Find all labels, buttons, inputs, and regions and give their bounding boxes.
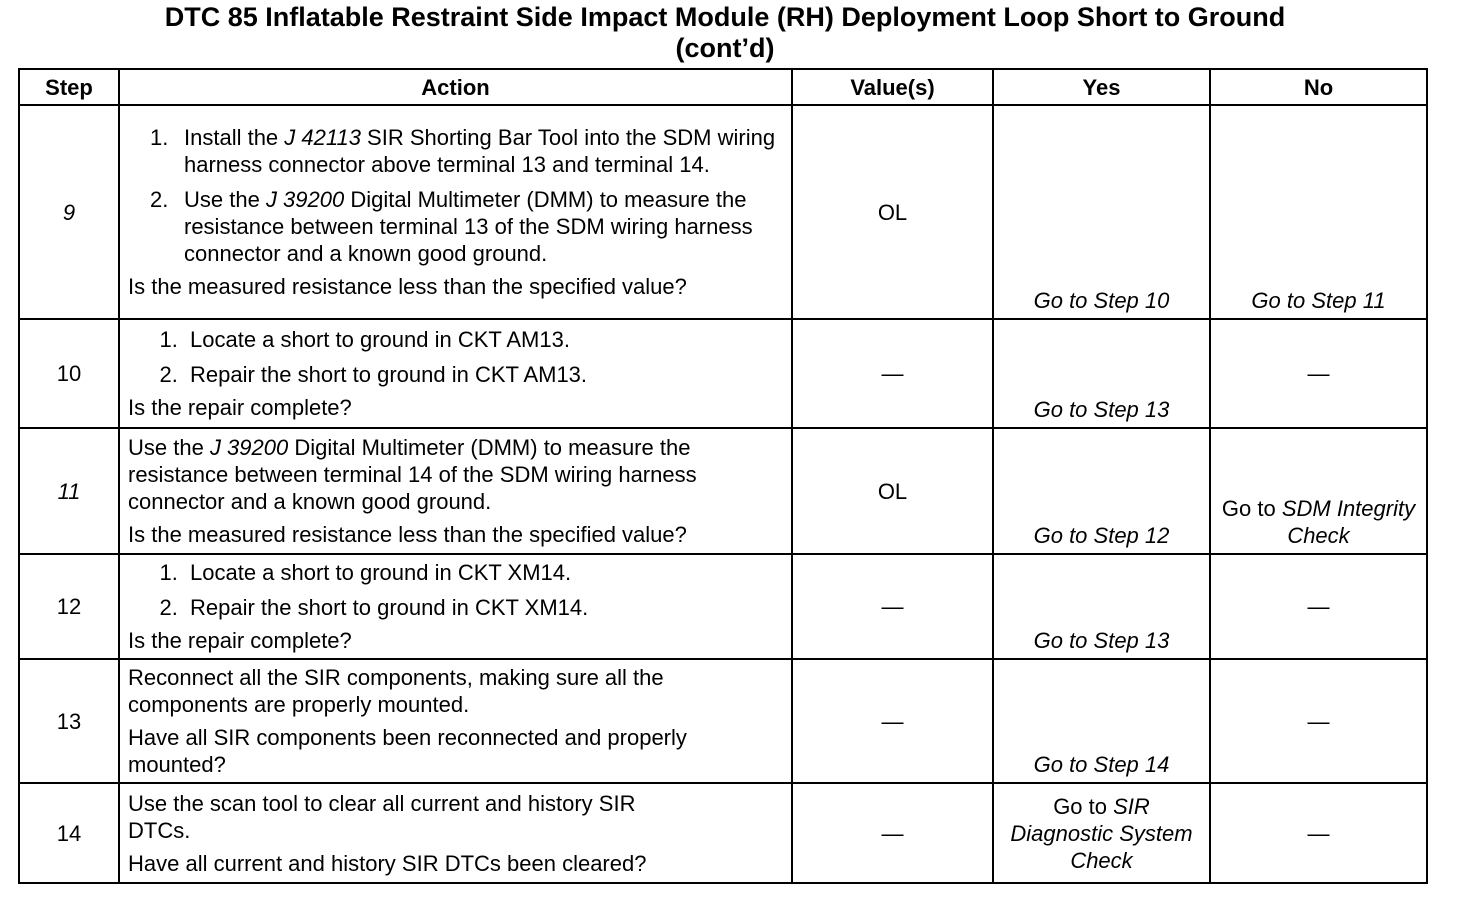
title-line-2: (cont’d) [675, 33, 775, 63]
action-item: 1. Locate a short to ground in CKT XM14. [184, 559, 783, 586]
value-cell: OL [792, 428, 993, 554]
table-row-step-12 [19, 554, 1427, 659]
action-item: 1. Install the J 42113 SIR Shorting Bar Tool into the SDM wiring harness connector above terminal 13 and terminal 14. [150, 125, 776, 177]
no-cell: — [1210, 554, 1427, 659]
action-question: Have all SIR components been reconnected and properly mounted? [128, 725, 687, 777]
table-row-step-14 [19, 783, 1427, 883]
document-title [0, 2, 1450, 64]
action-question: Is the measured resistance less than the specified value? [128, 274, 687, 299]
header-no: No [1210, 69, 1427, 105]
value-cell: — [792, 783, 993, 883]
action-item: 2. Use the J 39200 Digital Multimeter (DMM) to measure the resistance between terminal 13 of the SDM wiring harness connector and a known good ground. [150, 187, 753, 266]
table-row-step-9 [19, 105, 1427, 319]
step-number: 9 [19, 105, 119, 319]
action-question: Have all current and history SIR DTCs been cleared? [128, 850, 647, 876]
no-cell: Go to Step 11 [1210, 105, 1427, 319]
header-action: Action [119, 69, 792, 105]
step-number: 11 [19, 428, 119, 554]
action-text: Use the scan tool to clear all current and history SIR DTCs. [128, 790, 636, 843]
table-row-step-10 [19, 319, 1427, 428]
yes-cell: Go to Step 12 [993, 428, 1210, 554]
step-number: 10 [19, 319, 119, 428]
action-item: 2. Repair the short to ground in CKT AM13. [184, 361, 783, 388]
step-number: 14 [19, 783, 119, 883]
diagnostic-table [18, 68, 1428, 884]
action-cell [119, 554, 792, 659]
yes-cell: Go to Step 10 [993, 105, 1210, 319]
yes-cell: Go to SIR Diagnostic System Check [993, 783, 1210, 883]
no-cell: — [1210, 319, 1427, 428]
action-cell [119, 319, 792, 428]
step-number: 13 [19, 659, 119, 783]
header-yes: Yes [993, 69, 1210, 105]
action-text: Use the J 39200 Digital Multimeter (DMM) to measure the resistance between terminal 14 of the SDM wiring harness connector and a known good ground. [128, 435, 697, 514]
value-cell: — [792, 659, 993, 783]
action-text: Reconnect all the SIR components, making sure all the components are properly mounted. [128, 665, 664, 717]
header-row [19, 69, 1427, 105]
header-step: Step [19, 69, 119, 105]
action-cell [119, 783, 792, 883]
action-list [128, 559, 783, 621]
action-list [128, 326, 783, 388]
value-cell: — [792, 554, 993, 659]
no-cell: Go to SDM Integrity Check [1210, 428, 1427, 554]
action-question: Is the repair complete? [128, 395, 352, 420]
step-number: 12 [19, 554, 119, 659]
yes-cell: Go to Step 14 [993, 659, 1210, 783]
table-row-step-11 [19, 428, 1427, 554]
title-line-1: DTC 85 Inflatable Restraint Side Impact Module (RH) Deployment Loop Short to Ground [164, 2, 1286, 32]
action-item: 2. Repair the short to ground in CKT XM14. [184, 594, 783, 621]
value-cell: — [792, 319, 993, 428]
action-cell [119, 428, 792, 554]
action-question: Is the measured resistance less than the specified value? [128, 522, 687, 547]
yes-cell: Go to Step 13 [993, 319, 1210, 428]
no-cell: — [1210, 659, 1427, 783]
header-values: Value(s) [792, 69, 993, 105]
yes-cell: Go to Step 13 [993, 554, 1210, 659]
table-row-step-13 [19, 659, 1427, 783]
action-question: Is the repair complete? [128, 628, 352, 653]
action-item: 1. Locate a short to ground in CKT AM13. [184, 326, 783, 353]
value-cell: OL [792, 105, 993, 319]
action-cell [119, 105, 792, 319]
action-cell [119, 659, 792, 783]
no-cell: — [1210, 783, 1427, 883]
